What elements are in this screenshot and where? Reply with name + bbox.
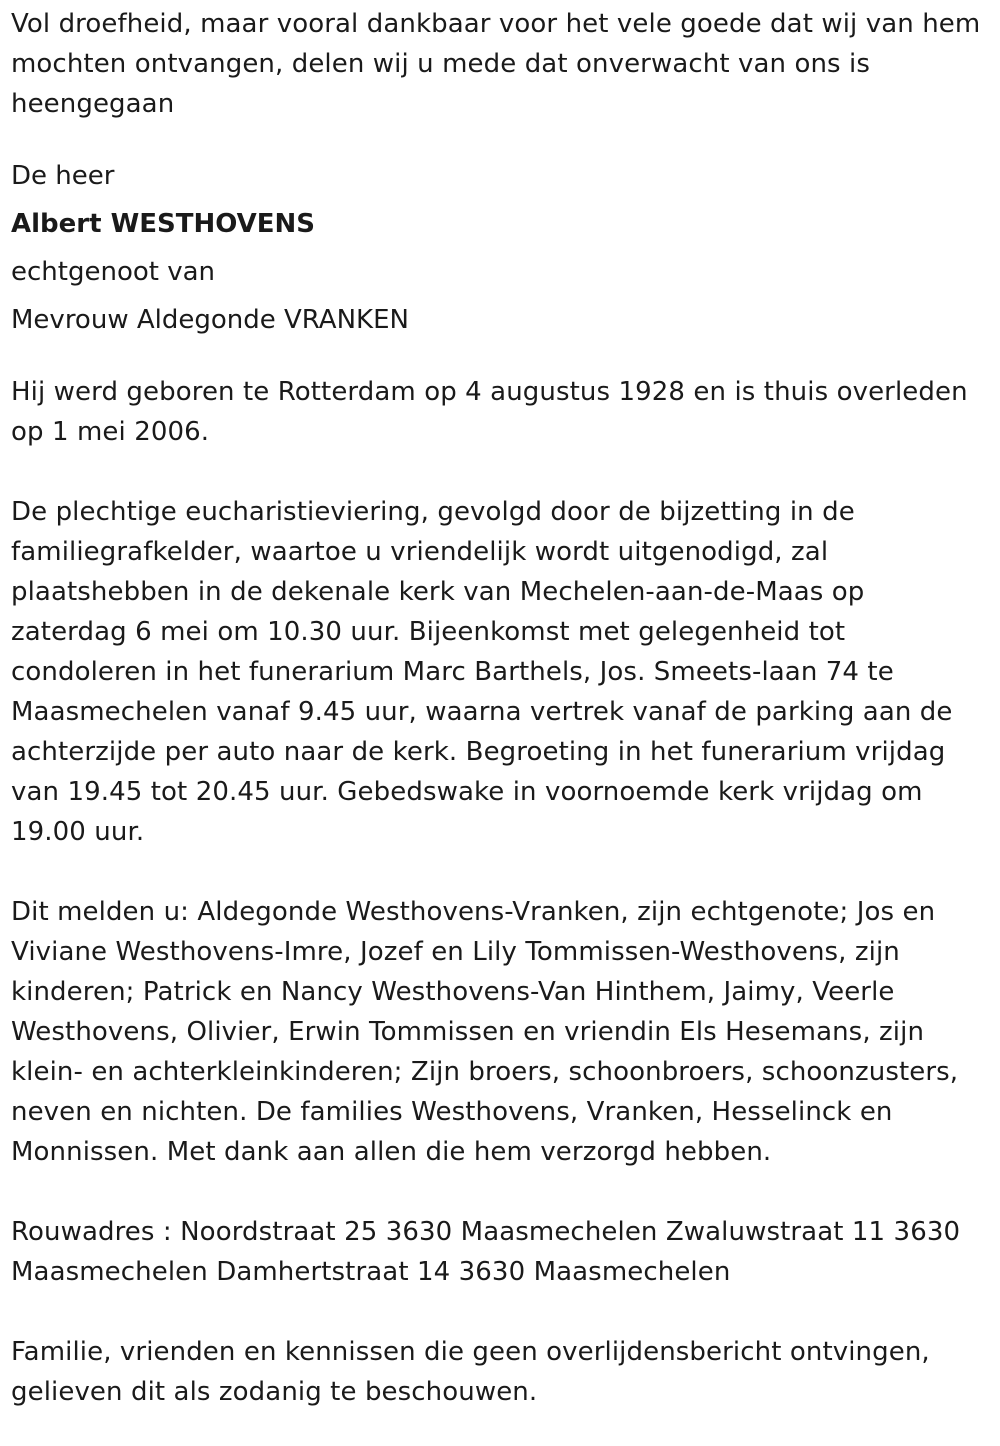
intro-paragraph: Vol droefheid, maar vooral dankbaar voor het vele goede dat wij van hem mochten ontvangen, delen wij u mede dat onverwacht van ons is heengegaan xyxy=(11,9,981,119)
closing-paragraph: Familie, vrienden en kennissen die geen overlijdensbericht ontvingen, gelieven dit als zodanig te beschouwen. xyxy=(11,1337,930,1407)
spacer xyxy=(11,1292,988,1332)
address-paragraph: Rouwadres : Noordstraat 25 3630 Maasmechelen Zwaluwstraat 11 3630 Maasmechelen Damhertstraat 14 3630 Maasmechelen xyxy=(11,1217,961,1287)
ceremony-paragraph: De plechtige eucharistieviering, gevolgd door de bijzetting in de familiegrafkelder, waartoe u vriendelijk wordt uitgenodigd, zal plaatshebben in de dekenale kerk van Mechelen-aan-de-Maas op zaterdag 6 mei om 10.30 uur. Bijeenkomst met gelegenheid tot condoleren in het funerarium Marc Barthels, Jos. Smeets-laan 74 te Maasmechelen vanaf 9.45 uur, waarna vertrek vanaf de parking aan de achterzijde per auto naar de kerk. Begroeting in het funerarium vrijdag van 19.45 tot 20.45 uur. Gebedswake in voornoemde kerk vrijdag om 19.00 uur. xyxy=(11,497,953,847)
spacer xyxy=(11,124,988,152)
spacer xyxy=(11,344,988,372)
spacer xyxy=(11,852,988,892)
deceased-name: Albert WESTHOVENS xyxy=(11,209,316,239)
spouse-name: Mevrouw Aldegonde VRANKEN xyxy=(11,305,409,335)
birth-death-paragraph: Hij werd geboren te Rotterdam op 4 augustus 1928 en is thuis overleden op 1 mei 2006. xyxy=(11,377,968,447)
spacer xyxy=(11,452,988,492)
family-paragraph: Dit melden u: Aldegonde Westhovens-Vranken, zijn echtgenote; Jos en Viviane Westhovens-Imre, Jozef en Lily Tommissen-Westhovens, zijn kinderen; Patrick en Nancy Westhovens-Van Hinthem, Jaimy, Veerle Westhovens, Olivier, Erwin Tommissen en vriendin Els Hesemans, zijn klein- en achterkleinkinderen; Zijn broers, schoonbroers, schoonzusters, neven en nichten. De families Westhovens, Vranken, Hesselinck en Monnissen. Met dank aan allen die hem verzorgd hebben. xyxy=(11,897,959,1167)
honorific-line: De heer xyxy=(11,161,115,191)
relation-line: echtgenoot van xyxy=(11,257,216,287)
spacer xyxy=(11,1172,988,1212)
